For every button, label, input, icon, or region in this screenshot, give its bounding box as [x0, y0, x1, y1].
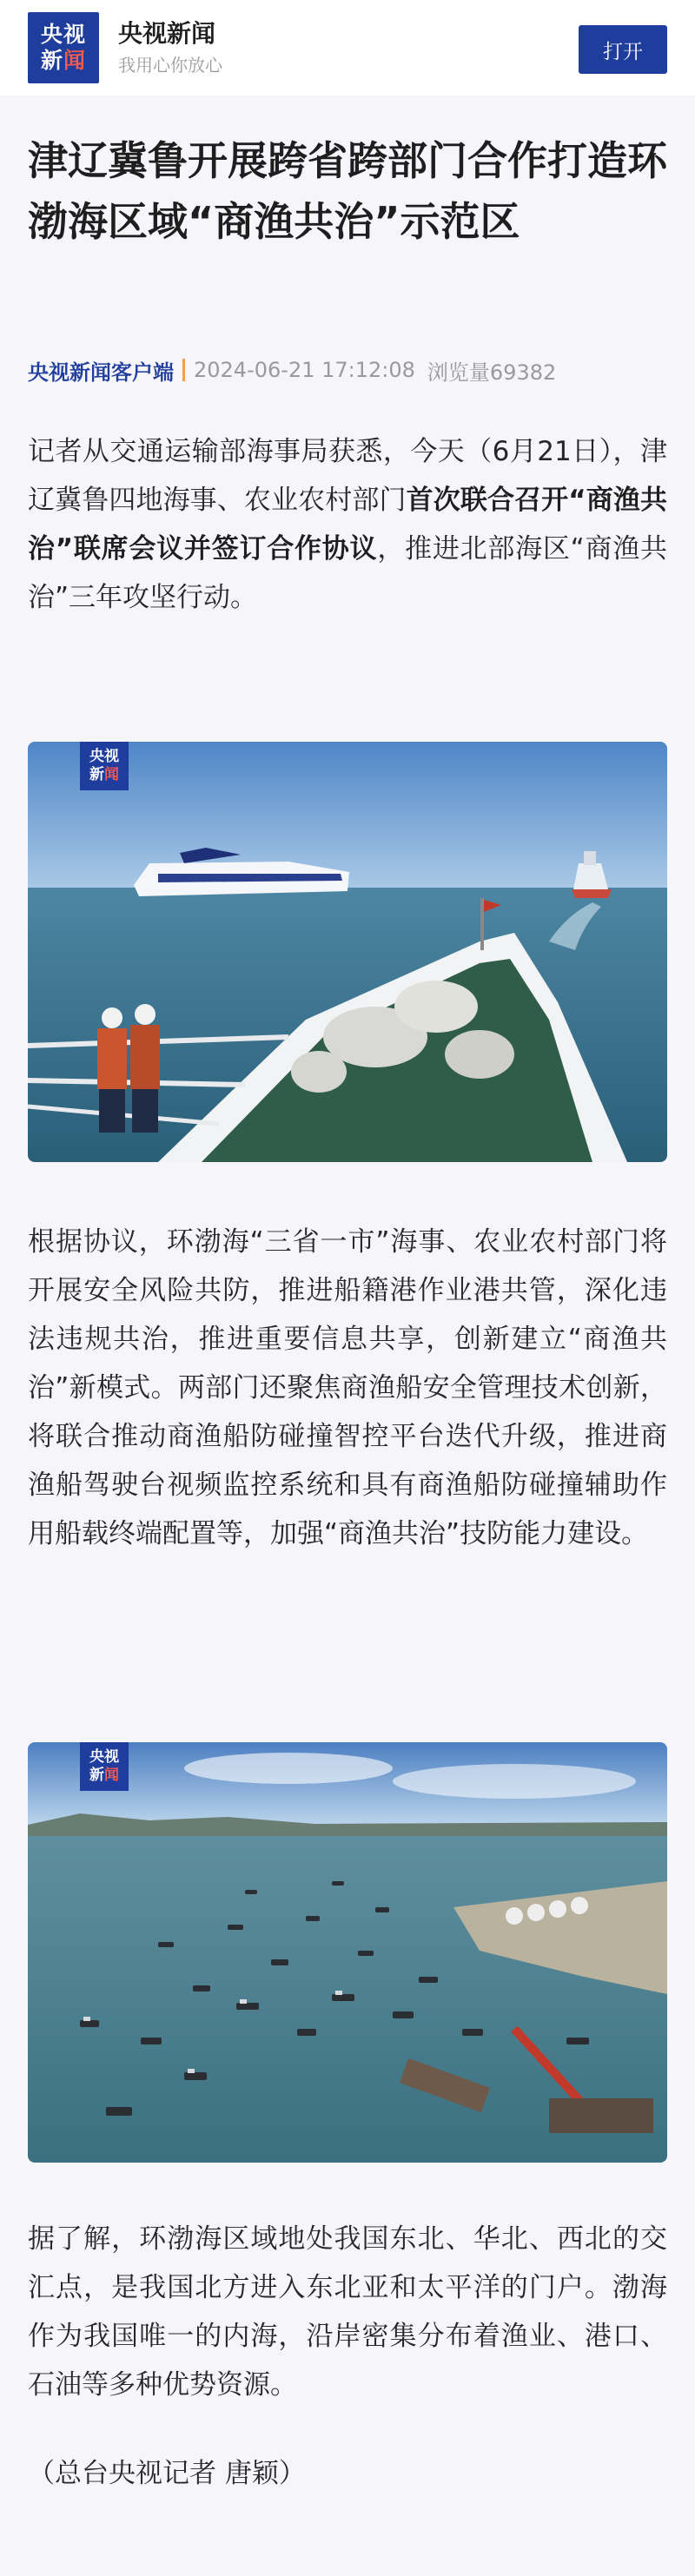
paragraph-3: 据了解，环渤海区域地处我国东北、华北、西北的交汇点，是我国北方进入东北亚和太平洋的门户。渤海作为我国唯一的内海，沿岸密集分布着渔业、港口、石油等多种优势资源。 — [28, 2223, 667, 2401]
article-meta — [28, 353, 667, 387]
watermark-line-2 — [89, 1767, 119, 1785]
watermark-char-xin: 新 — [89, 1767, 104, 1784]
patrol-ship-scene — [28, 742, 667, 1162]
paragraph-1-part-b: ，推进北部海区“商渔共治”三年攻坚行动。 — [28, 533, 668, 613]
paragraph-1-part-a: 记者从交通运输部海事局获悉，今天（6月21日），津辽冀鲁四地海事、农业农村部门 — [28, 436, 667, 516]
app-header — [0, 0, 695, 96]
article-source[interactable]: 央视新闻客户端 — [28, 360, 174, 385]
publish-time: 2024-06-21 17:12:08 — [194, 358, 415, 382]
logo-line-2 — [41, 48, 86, 74]
paragraph-1 — [28, 427, 667, 622]
brand-block — [118, 17, 222, 78]
cctv-news-logo — [28, 12, 99, 83]
view-count: 浏览量69382 — [427, 360, 557, 385]
open-app-button[interactable]: 打开 — [579, 25, 667, 74]
watermark-char-wen: 闻 — [104, 766, 119, 783]
harbour-aerial-scene — [28, 1742, 667, 2163]
logo-char-wen: 闻 — [63, 48, 87, 73]
cctv-watermark — [80, 742, 129, 790]
paragraph-1-bold: 首次联合召开“商渔共治”联席会议并签订合作协议 — [28, 485, 668, 565]
logo-char-xin: 新 — [40, 48, 63, 73]
cctv-watermark — [80, 1742, 129, 1791]
article-title: 津辽冀鲁开展跨省跨部门合作打造环渤海区域“商渔共治”示范区 — [28, 137, 667, 245]
watermark-char-xin: 新 — [89, 766, 104, 783]
watermark-line-1: 央视 — [89, 1748, 119, 1766]
app-slogan: 我用心你放心 — [118, 55, 222, 76]
photo-harbour-aerial[interactable] — [28, 1742, 667, 2163]
paragraph-2: 根据协议，环渤海“三省一市”海事、农业农村部门将开展安全风险共防，推进船籍港作业港共管，深化违法违规共治，推进重要信息共享，创新建立“商渔共治”新模式。两部门还聚焦商渔船安全管理技术创新，将联合推动商渔船防碰撞智控平台迭代升级，推进商渔船驾驶台视频监控系统和具有商渔船防碰撞辅助作用船载终端配置等，加强“商渔共治”技防能力建设。 — [28, 1226, 667, 1549]
app-name: 央视新闻 — [118, 19, 216, 48]
meta-divider — [182, 359, 185, 381]
logo-line-1: 央视 — [40, 22, 86, 47]
reporter-credit: （总台央视记者 唐颖） — [28, 2458, 306, 2489]
watermark-line-2 — [89, 766, 119, 784]
watermark-line-1: 央视 — [89, 748, 119, 765]
watermark-char-wen: 闻 — [104, 1767, 119, 1784]
photo-patrol-ship[interactable] — [28, 742, 667, 1162]
